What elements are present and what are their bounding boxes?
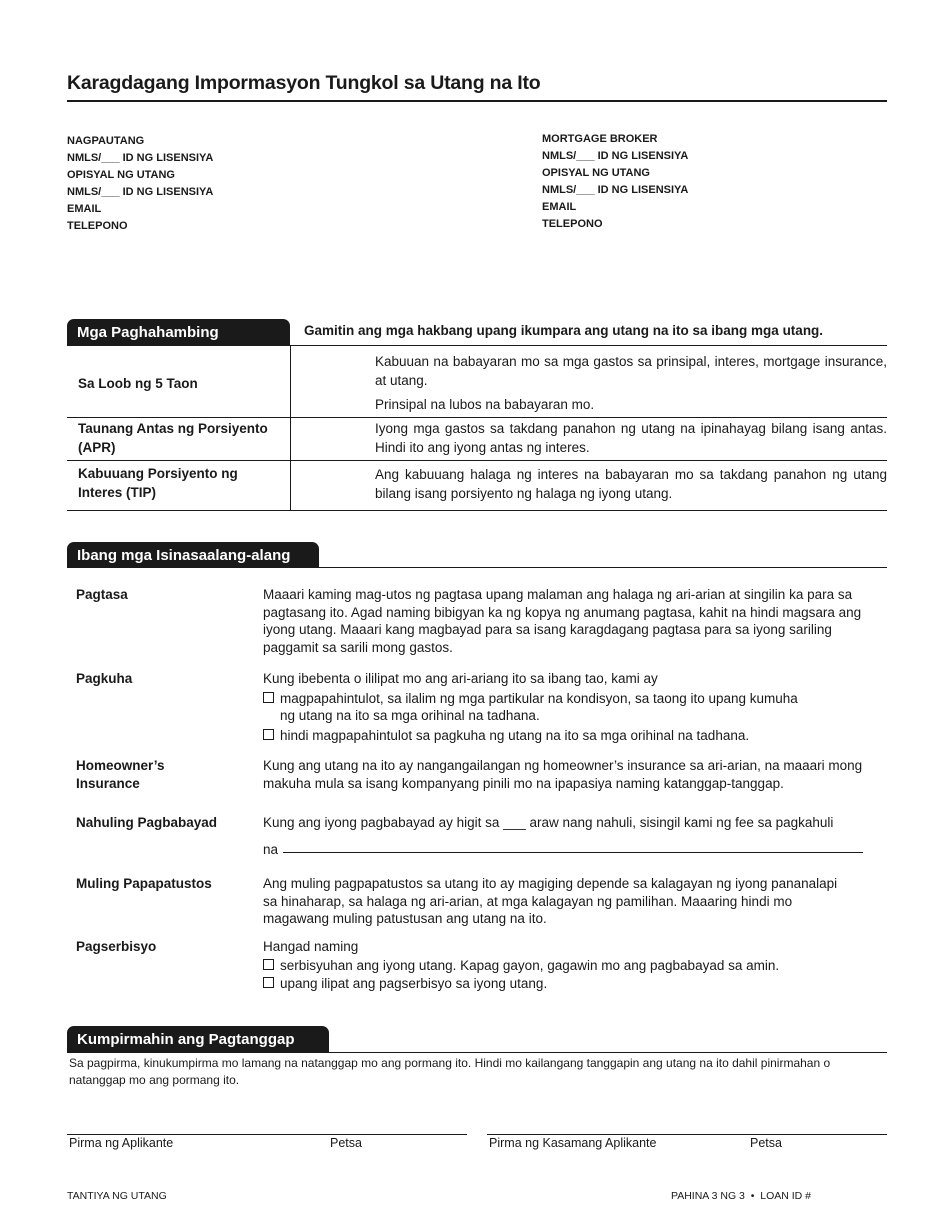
late-payment-label: Nahuling Pagbabayad (76, 815, 218, 830)
other-considerations-section-header: Ibang mga Isinasaalang-alang (67, 542, 319, 568)
page-title: Karagdagang Impormasyon Tungkol sa Utang na Ito (67, 72, 541, 94)
broker-email-label: EMAIL (542, 201, 577, 213)
servicing-label: Pagserbisyo (76, 939, 157, 954)
comparison-label-apr: Taunang Antas ng Porsiyento (APR) (78, 421, 268, 455)
servicing-intro: Hangad naming (263, 939, 359, 954)
lender-nmls-label: NMLS/___ ID NG LISENSIYA (67, 152, 214, 164)
comparison-desc-apr: Iyong mga gastos sa takdang panahon ng utang na ipinahayag bilang isang antas. Hindi ito ang iyong antas ng interes. (375, 421, 887, 455)
broker-phone-label: TELEPONO (542, 218, 603, 230)
appraisal-text: Maaari kaming mag-utos ng pagtasa upang malaman ang halaga ng ari-arian at singilin ka para sa pagtasang ito. Agad naming bibigyan ka ng kopya ng anumang pagtasa, kahit na hindi magsara ang iyong utang. Maaari kang magbayad para sa isang karagdagang pagtasa para sa iyong sariling paggamit sa sarili mong gastos. (263, 587, 862, 655)
broker-contact-block (542, 131, 688, 233)
servicing-service-text: serbisyuhan ang iyong utang. Kapag gayon, gagawin mo ang pagbabayad sa amin. (280, 957, 780, 973)
comparison-desc-5-years-total: Kabuuan na babayaran mo sa mga gastos sa prinsipal, interes, mortgage insurance, at utang. (375, 354, 887, 388)
comparisons-top-rule (67, 345, 887, 346)
servicing-transfer-checkbox[interactable] (263, 977, 274, 988)
assumption-intro: Kung ibebenta o ililipat mo ang ari-ariang ito sa ibang tao, kami ay (263, 671, 658, 686)
title-divider (67, 100, 887, 102)
confirm-receipt-section-header: Kumpirmahin ang Pagtanggap (67, 1026, 329, 1052)
broker-officer-nmls-label: NMLS/___ ID NG LISENSIYA (542, 184, 689, 196)
late-payment-fee-line[interactable] (283, 852, 863, 853)
comparison-desc-tip: Ang kabuuang halaga ng interes na babayaran mo sa takdang panahon ng utang bilang isang porsiyento ng halaga ng iyong utang. (375, 467, 887, 501)
refinance-label: Muling Papapatustos (76, 876, 212, 891)
footer-page-info: PAHINA 3 NG 3 • LOAN ID # (670, 1190, 811, 1202)
comparisons-row-rule (67, 460, 887, 461)
assumption-option-deny (263, 727, 883, 745)
lender-email-label: EMAIL (67, 203, 102, 215)
applicant-signature-label: Pirma ng Aplikante (69, 1136, 174, 1150)
comparisons-column-divider (290, 345, 291, 510)
comparison-desc-5-years-principal: Prinsipal na lubos na babayaran mo. (375, 397, 595, 412)
appraisal-label: Pagtasa (76, 587, 128, 602)
servicing-option-transfer (263, 975, 883, 993)
lender-officer-nmls-label: NMLS/___ ID NG LISENSIYA (67, 186, 214, 198)
assumption-option-allow (263, 690, 883, 708)
comparisons-bottom-rule (67, 510, 887, 511)
comparisons-instruction: Gamitin ang mga hakbang upang ikumpara ang utang na ito sa ibang mga utang. (304, 323, 824, 338)
servicing-transfer-text: upang ilipat ang pagserbisyo sa iyong utang. (280, 976, 548, 991)
comparisons-section-header: Mga Paghahambing (67, 319, 290, 345)
comparisons-row-rule (67, 417, 887, 418)
assumption-block (263, 670, 883, 744)
comparison-label-tip: Kabuuang Porsiyento ng Interes (TIP) (78, 466, 238, 500)
footer-form-name: TANTIYA NG UTANG (67, 1190, 167, 1202)
lender-contact-block (67, 133, 213, 235)
assumption-allow-checkbox[interactable] (263, 692, 274, 703)
coapplicant-signature-line[interactable] (487, 1134, 887, 1135)
homeowners-insurance-text: Kung ang utang na ito ay nangangailangan ng homeowner’s insurance sa ari-arian, na maaari mong makuha mula sa isang kompanyang pinili mo na ipapasiya naming katanggap-tanggap. (263, 758, 863, 791)
assumption-allow-text-continued: ng utang na ito sa mga orihinal na tadhana. (280, 708, 540, 723)
late-payment-text: Kung ang iyong pagbabayad ay higit sa ___ araw nang nahuli, sisingil kami ng fee sa pagkahuli (263, 815, 834, 830)
confirm-receipt-text: Sa pagpirma, kinukumpirma mo lamang na natanggap mo ang pormang ito. Hindi mo kailangang tanggapin ang utang na ito dahil pinirmahan o natanggap mo ang pormang ito. (69, 1056, 831, 1087)
late-payment-na: na (263, 842, 279, 857)
servicing-service-checkbox[interactable] (263, 959, 274, 970)
confirm-receipt-rule (67, 1052, 887, 1053)
assumption-deny-checkbox[interactable] (263, 729, 274, 740)
broker-loan-officer-label: OPISYAL NG UTANG (542, 167, 650, 179)
broker-nmls-label: NMLS/___ ID NG LISENSIYA (542, 150, 689, 162)
servicing-block (263, 938, 883, 993)
coapplicant-signature-label: Pirma ng Kasamang Aplikante (489, 1136, 657, 1150)
broker-name-label: MORTGAGE BROKER (542, 133, 658, 145)
assumption-label: Pagkuha (76, 671, 133, 686)
lender-phone-label: TELEPONO (67, 220, 128, 232)
lender-name-label: NAGPAUTANG (67, 135, 145, 147)
coapplicant-date-label: Petsa (750, 1136, 782, 1150)
applicant-date-label: Petsa (330, 1136, 362, 1150)
applicant-signature-line[interactable] (67, 1134, 467, 1135)
refinance-text: Ang muling pagpapatustos sa utang ito ay magiging depende sa kalagayan ng iyong pananalapi sa hinaharap, sa halaga ng ari-arian, at mga kalagayan ng pamilihan. Maaaring hindi mo magawang muling patustusan ang utang na ito. (263, 876, 838, 926)
comparison-label-5-years: Sa Loob ng 5 Taon (78, 376, 198, 391)
homeowners-insurance-label: Homeowner’s Insurance (76, 758, 165, 791)
lender-loan-officer-label: OPISYAL NG UTANG (67, 169, 175, 181)
assumption-allow-text: magpapahintulot, sa ilalim ng mga partikular na kondisyon, sa taong ito upang kumuha (280, 690, 798, 706)
other-considerations-rule (67, 567, 887, 568)
servicing-option-service (263, 957, 883, 975)
assumption-deny-text: hindi magpapahintulot sa pagkuha ng utang na ito sa mga orihinal na tadhana. (280, 727, 750, 743)
